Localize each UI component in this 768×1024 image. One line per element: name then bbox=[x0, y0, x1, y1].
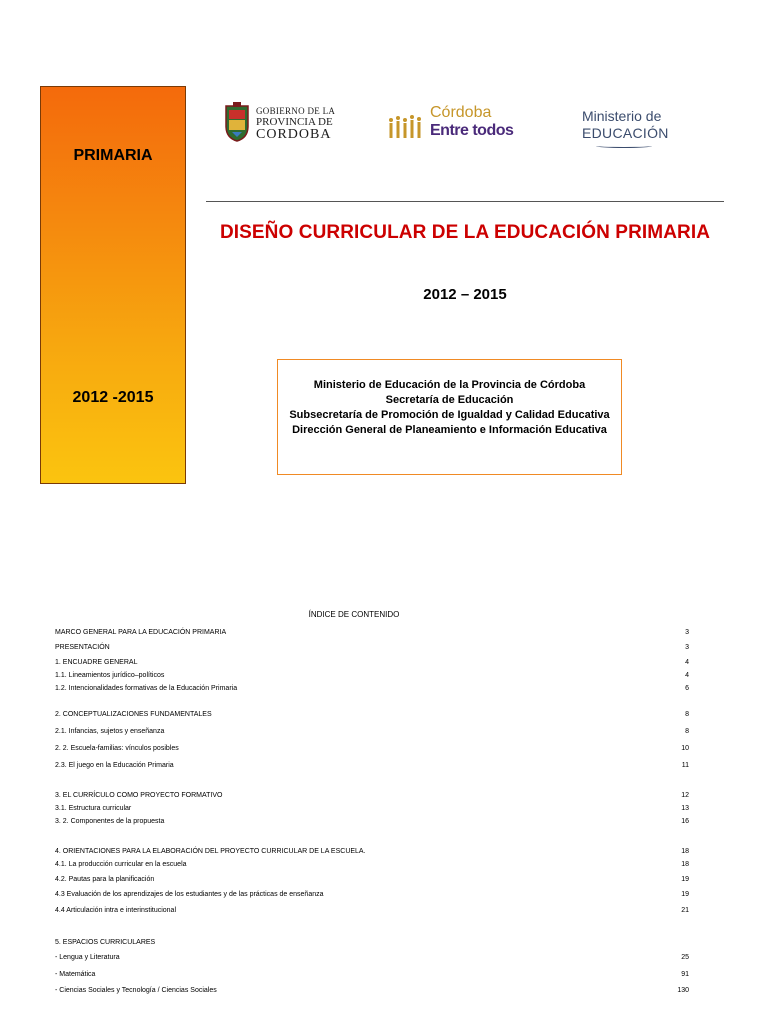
gobierno-logo-line1: GOBIERNO DE LA bbox=[256, 106, 336, 116]
toc-entry-page: 6 bbox=[685, 685, 689, 692]
toc-entry-title: 3. EL CURRÍCULO COMO PROYECTO FORMATIVO bbox=[55, 792, 223, 799]
ministerio-logo-line1: Ministerio de bbox=[582, 108, 662, 124]
toc-entry-title: 1.2. Intencionalidades formativas de la Educación Primaria bbox=[55, 685, 238, 692]
toc-entry-page: 19 bbox=[681, 891, 689, 898]
toc-entry-title: - Ciencias Sociales y Tecnología / Ciencias Sociales bbox=[55, 987, 217, 994]
toc-entry[interactable] bbox=[55, 657, 689, 668]
toc-entry-title: 2. CONCEPTUALIZACIONES FUNDAMENTALES bbox=[55, 711, 212, 718]
toc-entry-title: 4. ORIENTACIONES PARA LA ELABORACIÓN DEL PROYECTO CURRICULAR DE LA ESCUELA. bbox=[55, 848, 366, 855]
toc-entry[interactable] bbox=[55, 726, 689, 737]
toc-entry[interactable] bbox=[55, 743, 689, 754]
toc-entry[interactable] bbox=[55, 790, 689, 801]
toc-entry-page: 130 bbox=[677, 987, 689, 994]
toc-entry-page: 18 bbox=[681, 848, 689, 855]
toc-entry[interactable] bbox=[55, 985, 689, 996]
toc-entry-title: MARCO GENERAL PARA LA EDUCACIÓN PRIMARIA bbox=[55, 629, 227, 636]
toc-entry-title: 2. 2. Escuela-familias: vínculos posibles bbox=[55, 745, 179, 752]
toc-entry[interactable] bbox=[55, 846, 689, 857]
toc-entry[interactable] bbox=[55, 683, 689, 694]
cordoba-entre-todos-logo bbox=[388, 104, 518, 144]
title-divider bbox=[206, 201, 724, 202]
toc-entry-title: 2.3. El juego en la Educación Primaria bbox=[55, 762, 174, 769]
toc-entry-title: 3.1. Estructura curricular bbox=[55, 805, 132, 812]
toc-entry[interactable] bbox=[55, 627, 689, 638]
toc-entry[interactable] bbox=[55, 874, 689, 885]
toc-entry[interactable] bbox=[55, 889, 689, 900]
toc-entry-page: 3 bbox=[685, 629, 689, 636]
toc-entry[interactable] bbox=[55, 760, 689, 771]
toc-entry-title: 4.1. La producción curricular en la escuela bbox=[55, 861, 187, 868]
toc-entry[interactable] bbox=[55, 709, 689, 720]
toc-entry-title: 1. ENCUADRE GENERAL bbox=[55, 659, 138, 666]
toc-entry-page: 25 bbox=[681, 954, 689, 961]
toc-entry-page: 8 bbox=[685, 728, 689, 735]
toc-entry[interactable] bbox=[55, 803, 689, 814]
toc-entry-page: 12 bbox=[681, 792, 689, 799]
institution-line: Subsecretaría de Promoción de Igualdad y Calidad Educativa bbox=[289, 409, 610, 421]
toc-entry-page: 16 bbox=[681, 818, 689, 825]
ministerio-logo-swoosh bbox=[596, 144, 652, 148]
cover-side-panel bbox=[40, 86, 186, 484]
toc-title: ÍNDICE DE CONTENIDO bbox=[308, 610, 400, 619]
gobierno-cordoba-logo bbox=[224, 102, 344, 148]
toc-entry-title: 4.3 Evaluación de los aprendizajes de los estudiantes y de las prácticas de enseñanza bbox=[55, 891, 324, 898]
toc-entry[interactable] bbox=[55, 670, 689, 681]
toc-entry-page: 21 bbox=[681, 907, 689, 914]
toc-entry-page: 8 bbox=[685, 711, 689, 718]
toc-entry-page: 10 bbox=[681, 745, 689, 752]
toc-entry-page: 4 bbox=[685, 659, 689, 666]
toc-entry-title: 4.4 Articulación intra e interinstitucional bbox=[55, 907, 177, 914]
toc-entry-page: 13 bbox=[681, 805, 689, 812]
institution-line: Secretaría de Educación bbox=[385, 394, 514, 406]
toc-entry-page: 91 bbox=[681, 971, 689, 978]
gobierno-logo-line2: PROVINCIA DE bbox=[256, 116, 333, 128]
institution-line: Dirección General de Planeamiento e Información Educativa bbox=[292, 424, 607, 436]
entre-todos-logo-line1: Córdoba bbox=[430, 104, 492, 121]
toc-entry-title: - Lengua y Literatura bbox=[55, 954, 120, 961]
toc-section-heading[interactable]: 5. ESPACIOS CURRICULARES bbox=[55, 939, 156, 946]
document-years: 2012 – 2015 bbox=[423, 286, 507, 303]
toc-entry-title: 2.1. Infancias, sujetos y enseñanza bbox=[55, 728, 165, 735]
toc-entry-title: - Matemática bbox=[55, 971, 96, 978]
toc-entry-page: 18 bbox=[681, 861, 689, 868]
toc-entry-title: PRESENTACIÓN bbox=[55, 644, 110, 651]
toc-entry[interactable] bbox=[55, 969, 689, 980]
ministerio-educacion-logo bbox=[582, 108, 682, 148]
cordoba-shield-icon bbox=[224, 102, 250, 142]
document-title: DISEÑO CURRICULAR DE LA EDUCACIÓN PRIMARIA bbox=[219, 222, 711, 243]
toc-entry[interactable] bbox=[55, 905, 689, 916]
toc-entry-page: 3 bbox=[685, 644, 689, 651]
toc-entry[interactable] bbox=[55, 642, 689, 653]
toc-entry-page: 11 bbox=[681, 762, 689, 769]
toc-entry-title: 1.1. Lineamientos jurídico–políticos bbox=[55, 672, 165, 679]
toc-entry-title: 3. 2. Componentes de la propuesta bbox=[55, 818, 165, 825]
side-years-label: 2012 -2015 bbox=[72, 389, 154, 406]
toc-entry[interactable] bbox=[55, 816, 689, 827]
level-label: PRIMARIA bbox=[73, 147, 153, 164]
toc-entry-page: 4 bbox=[685, 672, 689, 679]
institution-box bbox=[277, 359, 622, 475]
toc-entry[interactable] bbox=[55, 952, 689, 963]
toc-entry-page: 19 bbox=[681, 876, 689, 883]
gobierno-logo-line3: CORDOBA bbox=[256, 127, 332, 142]
ministerio-logo-line2: EDUCACIÓN bbox=[582, 125, 669, 141]
toc-entry-title: 4.2. Pautas para la planificación bbox=[55, 876, 155, 883]
toc-entry[interactable] bbox=[55, 859, 689, 870]
people-bars-icon bbox=[388, 110, 426, 140]
entre-todos-logo-line2: Entre todos bbox=[430, 122, 514, 139]
institution-line: Ministerio de Educación de la Provincia de Córdoba bbox=[313, 379, 586, 391]
